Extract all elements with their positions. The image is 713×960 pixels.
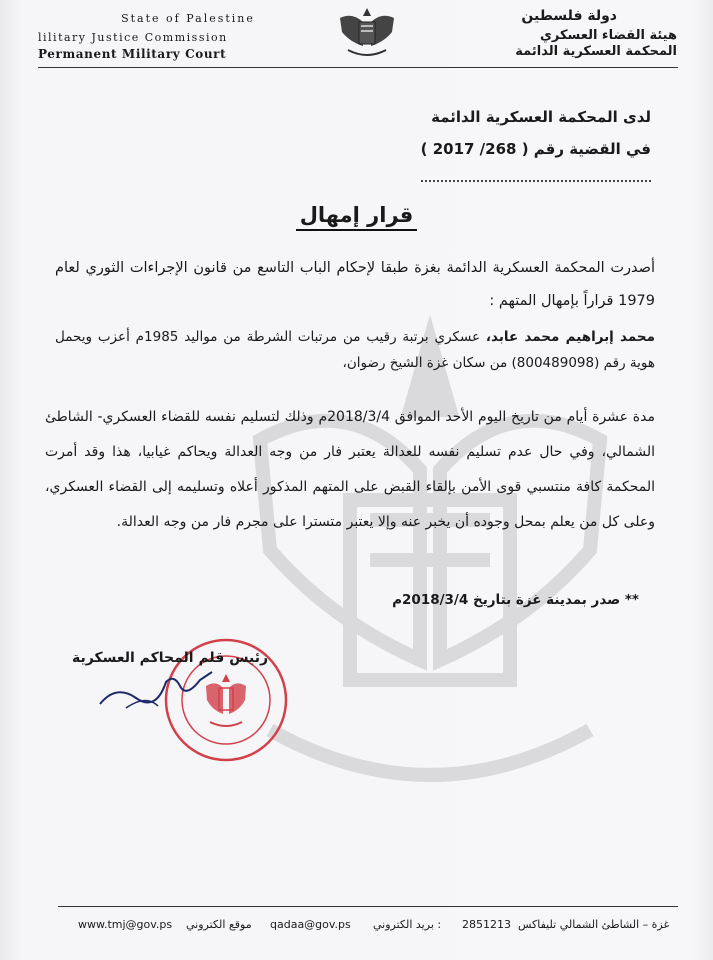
header-english (38, 12, 298, 61)
paragraph-intro: أصدرت المحكمة العسكرية الدائمة بغزة طبقا لإحكام الباب التاسع من قانون الإجراءات الثوري لعام 1979 قراراً بإمهال المتهم : (55, 260, 655, 309)
footer-website: www.tmj@gov.ps (78, 918, 173, 931)
footer-phone: 2851213 (462, 918, 511, 931)
dotted-divider (421, 180, 651, 182)
issue-date: ** صدر بمدينة غزة بتاريخ 2018/3/4م (392, 592, 639, 608)
watermark-eagle-icon (150, 300, 710, 860)
footer-email-label: بريد الكتروني : (373, 918, 442, 931)
header-commission-en: lilitary Justice Commission (38, 31, 228, 44)
accused-name: محمد إبراهيم محمد عابد، (485, 329, 655, 345)
court-address: لدى المحكمة العسكرية الدائمة (431, 108, 651, 126)
accused-details: عسكري برتبة رقيب من مرتبات الشرطة من مواليد 1985م أعزب ويحمل هوية رقم (800489098) من سكان غزة الشيخ رضوان، (55, 329, 655, 371)
header-state-en: State of Palestine (121, 12, 255, 25)
handwritten-signature (96, 664, 216, 714)
header-state-ar: دولة فلسطين (521, 8, 617, 24)
header-arabic (427, 8, 677, 59)
footer-website-label: موقع الكتروني (186, 918, 252, 931)
palestine-eagle-icon (336, 4, 398, 64)
header-rule (38, 67, 678, 68)
signatory-title: رئيس قلم المحاكم العسكرية (72, 650, 269, 666)
case-number: في القضية رقم ( 268/ 2017 ) (420, 140, 651, 158)
header-court-ar: المحكمة العسكرية الدائمة (515, 44, 677, 59)
footer-address: غزة – الشاطئ الشمالي تليفاكس (518, 918, 670, 931)
header-commission-ar: هيئة القضاء العسكري (539, 28, 677, 43)
paragraph-accused (55, 324, 655, 376)
document-title-text: قرار إمهال (296, 203, 418, 231)
footer-rule (58, 906, 678, 907)
header-court-en: Permanent Military Court (38, 47, 227, 61)
paragraph-decision: مدة عشرة أيام من تاريخ اليوم الأحد الموافق 2018/3/4م وذلك لتسليم نفسه للقضاء العسكري- الشاطئ الشمالي، وفي حال عدم تسليم نفسه للعدالة يعتبر فار من وجه العدالة ويحاكم غيابيا، هذا وقد أمرت المحكمة كافة منتسبي قوى الأمن بإلقاء القبض على المتهم المذكور أعلاه وتسليمه إلى القضاء العسكري، وعلى كل من يعلم بمحل وجوده أن يخبر عنه وإلا يعتبر متسترا على مجرم فار من وجه العدالة. (45, 409, 655, 530)
document-title (0, 203, 713, 231)
footer-email: qadaa@gov.ps (270, 918, 351, 931)
